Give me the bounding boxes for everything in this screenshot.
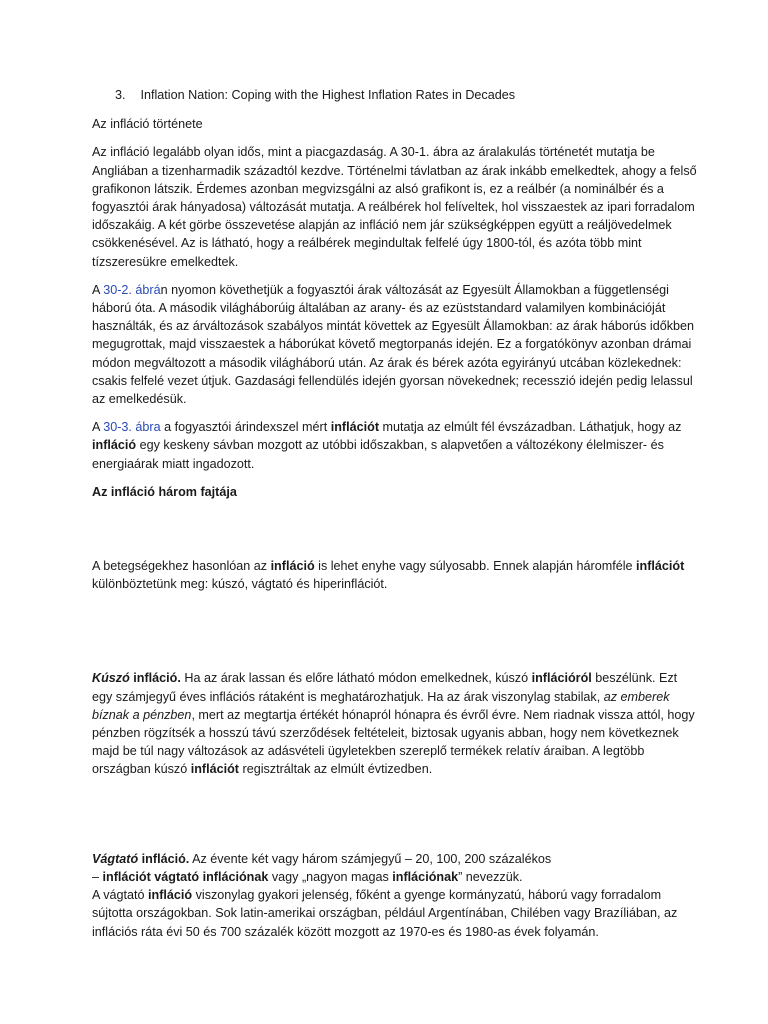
history-paragraph-1: Az infláció legalább olyan idős, mint a piacgazdaság. A 30-1. ábra az áralakulás történetét mutatja be Angliában a tizenharmadik századtól kezdve. Történelmi távlatban az árak inkább emelkedtek, ahogy a felső grafikonon látszik. Érdemes azonban megvizsgálni az alsó grafikont is, ez a reálbér (a nominálbér és a fogyasztói árak hányadosa) változását mutatja. A reálbérek hol felíveltek, hol visszaestek az ipari forradalom időszakáig. A két görbe összevetése alapján az infláció nem jár szükségképpen együtt a reáljövedelmek csökkenésével. Az is látható, hogy a reálbérek megindultak felfelé úgy 1800-tól, és azóta több mint tízszeresükre emelkedtek. [92, 145, 697, 269]
history-paragraph-3: A 30-3. ábra a fogyasztói árindexszel mért inflációt mutatja az elmúlt fél évszázadban. Láthatjuk, hogy az infláció egy keskeny sávban mozgott az utóbbi időszakban, s alapvetően a változékony élelmiszer- és energiaárak miatt ingadozott. [92, 420, 682, 471]
history-heading: Az infláció története [92, 117, 203, 132]
history-paragraph-2: A 30-2. ábrán nyomon követhetjük a fogyasztói árak változását az Egyesült Államokban a függetlenségi háború óta. A második világháborúig általában az arany- és az ezüststandard valamilyen kombinációját használták, és az árváltozások szabályos mintát követtek az Egyesült Államokban: az árak háborús időkben megugrottak, majd visszaestek a háborúkat követő megtorpanás idején. Ez a forgatókönyv azonban drámai módon megváltozott a második világháború után. Az árak és bérek azóta egyirányú utcában közlekednek: csakis felfelé vezet útjuk. Gazdasági fellendülés idején gyorsan növekednek; recesszió idején pedig lelassul az emelkedésük. [92, 282, 695, 407]
figure-link-30-2[interactable]: 30-2. ábrá [103, 282, 161, 297]
creeping-inflation-paragraph: Kúszó infláció. Ha az árak lassan és előre látható módon emelkednek, kúszó inflációról beszélünk. Ezt egy számjegyű éves inflációs rátaként is meghatározhatjuk. Ha az árak viszonylag stabilak, az emberek bíznak a pénzben, mert az megtartja értékét hónapról hónapra és évről évre. Nem riadnak vissza attól, hogy pénzben rögzítsék a hosszú távú szerződések feltételeit, biztosak ugyanis abban, hogy nem következnek majd be túl nagy változások az adásvételi ügyletekben szereplő termékek relatív áraiban. A legtöbb országban kúszó inflációt regisztráltak az elmúlt évtizedben. [92, 671, 695, 777]
section-title-text: Inflation Nation: Coping with the Highest Inflation Rates in Decades [140, 88, 516, 102]
section-number: 3. [115, 88, 126, 102]
section-title [92, 86, 698, 104]
figure-link-30-3[interactable]: 30-3. ábra [103, 420, 161, 435]
types-intro-paragraph: A betegségekhez hasonlóan az infláció is lehet enyhe vagy súlyosabb. Ennek alapján háromféle inflációt különböztetünk meg: kúszó, vágtató és hiperinflációt. [92, 559, 685, 592]
types-heading: Az infláció három fajtája [92, 484, 237, 499]
galloping-term: Vágtató [92, 851, 139, 866]
galloping-inflation-paragraph: Vágtató infláció. Az évente két vagy három számjegyű – 20, 100, 200 százalékos – inflációt vágtató inflációnak vagy „nagyon magas inflációnak” nevezzük. A vágtató infláció viszonylag gyakori jelenség, főként a gyenge kormányzatú, háború vagy forradalom sújtotta országokban. Sok latin-amerikai országban, például Argentínában, Chilében vagy Brazíliában, az inflációs ráta évi 50 és 700 százalék között mozgott az 1970-es és 1980-as évek folyamán. [92, 851, 678, 939]
creeping-term: Kúszó [92, 671, 130, 686]
